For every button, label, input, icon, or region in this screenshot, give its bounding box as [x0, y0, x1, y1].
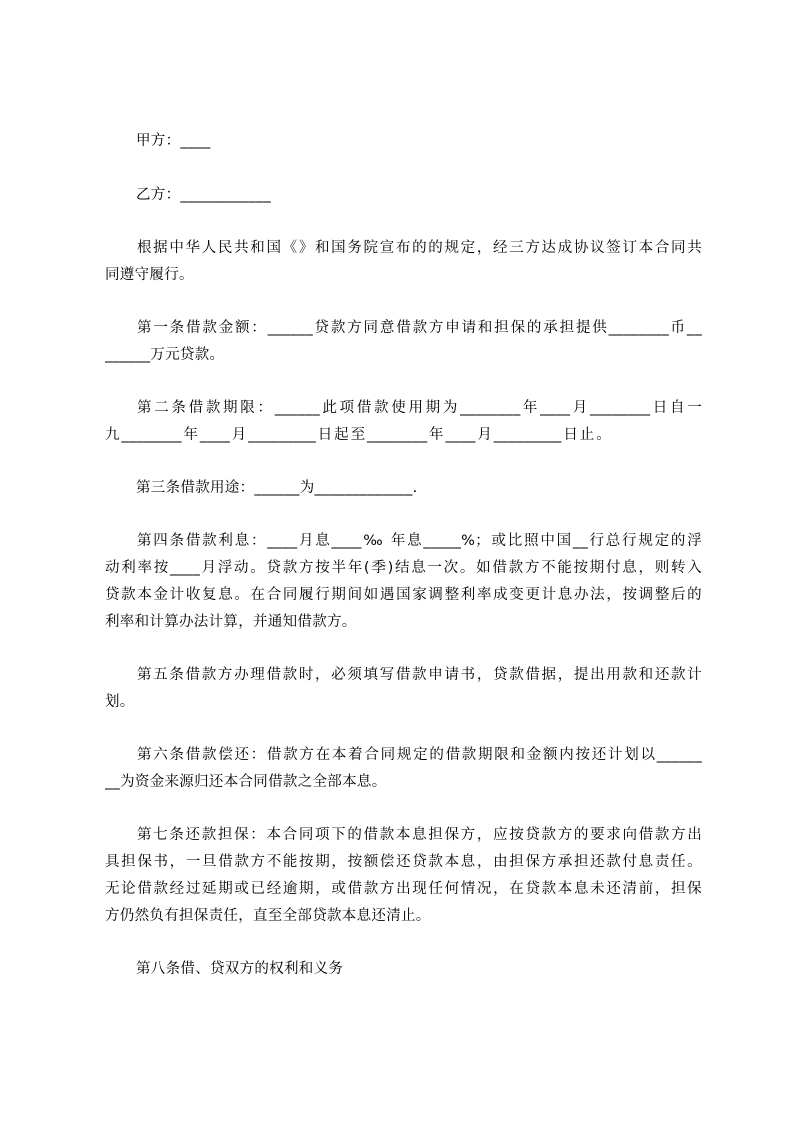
article7-line-4: 方仍然负有担保责任，直至全部贷款本息还清止。: [105, 908, 431, 924]
article4-line-3: 贷款本金计收复息。在合同履行期间如遇国家调整利率成变更计息办法，按调整后的: [105, 587, 702, 603]
article4-line-1: 第四条借款利息：____月息____‰ 年息_____%；或比照中国__行总行规定的浮: [137, 533, 702, 549]
article1-line-2: ______万元贷款。: [105, 347, 225, 363]
article5-line-2: 划。: [105, 694, 135, 710]
article4-line-4: 利率和计算办法计算，并通知借款方。: [105, 614, 357, 630]
article6-line-1: 第六条借款偿还：借款方在本着合同规定的借款期限和金额内按还计划以______: [137, 747, 702, 763]
article4-line-2: 动利率按____月浮动。贷款方按半年(季)结息一次。如借款方不能按期付息，则转入: [105, 560, 702, 576]
party-a-line: 甲方：____: [136, 133, 211, 149]
article8-title: 第八条借、贷双方的权利和义务: [136, 961, 344, 977]
article7-line-2: 具担保书，一旦借款方不能按期，按额偿还贷款本息，由担保方承担还款付息责任。: [105, 854, 702, 870]
preamble-line-1: 根据中华人民共和国《》和国务院宣布的的规定，经三方达成协议签订本合同共: [137, 240, 702, 256]
article5-line-1: 第五条借款方办理借款时，必须填写借款申请书，贷款借据，提出用款和还款计: [137, 667, 702, 683]
article3-line-1: 第三条借款用途：______为_____________.: [136, 480, 418, 496]
article1-line-1: 第一条借款金额：______贷款方同意借款方申请和担保的承担提供________币__: [137, 320, 702, 336]
article7-line-3: 无论借款经过延期或已经逾期，或借款方出现任何情况，在贷款本息未还清前，担保: [105, 881, 702, 897]
article7-line-1: 第七条还款担保：本合同项下的借款本息担保方，应按贷款方的要求向借款方出: [137, 827, 702, 843]
preamble-line-2: 同遵守履行。: [105, 267, 194, 283]
party-b-line: 乙方：____________: [136, 187, 271, 203]
article6-line-2: __为资金来源归还本合同借款之全部本息。: [105, 774, 387, 790]
article2-line-2: 九________年____月_________日起至________年____月_________日止。: [105, 427, 611, 443]
article2-line-1: 第二条借款期限：______此项借款使用期为________年____月________日自一: [137, 400, 702, 416]
